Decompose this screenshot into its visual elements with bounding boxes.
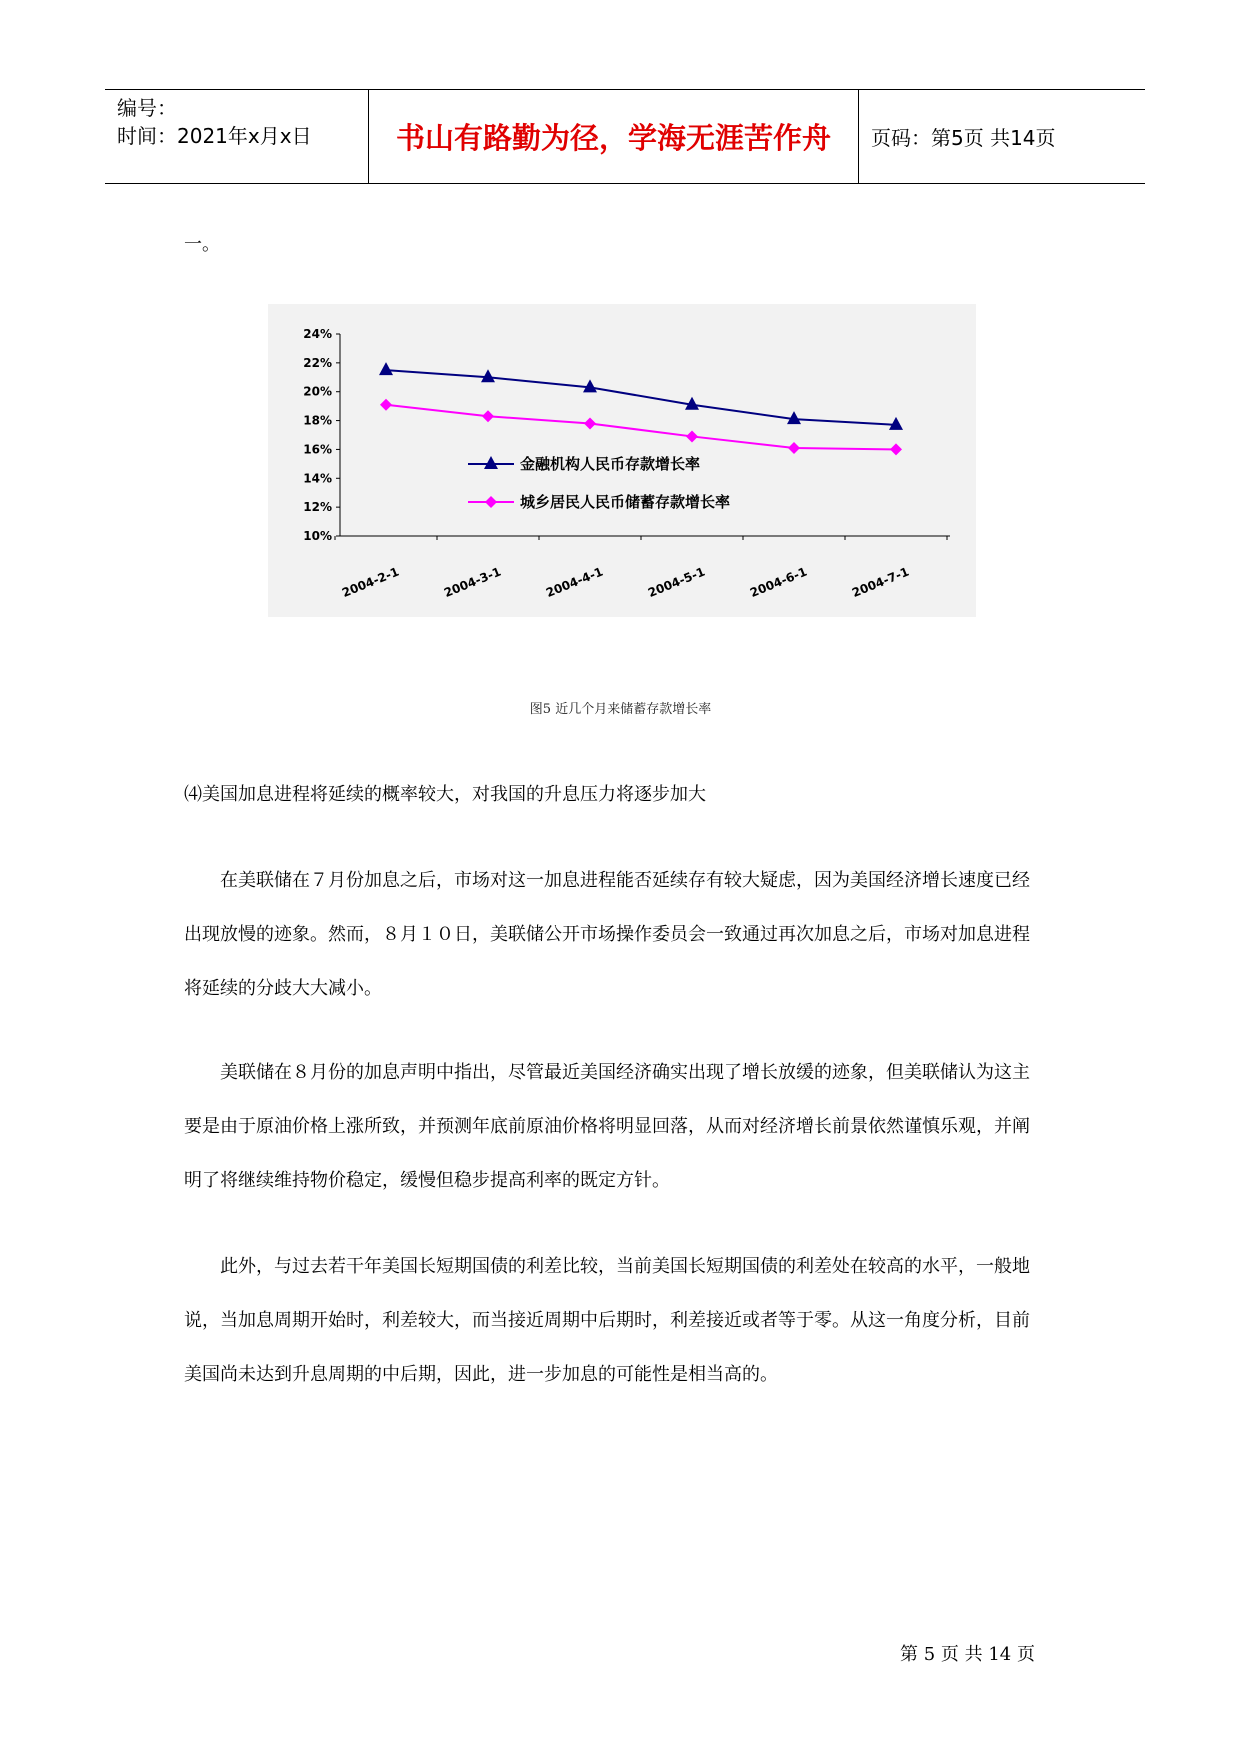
y-tick-label: 24% (303, 327, 332, 341)
y-tick-label: 18% (303, 413, 332, 428)
intro-fragment: 一。 (184, 234, 220, 255)
series-2-point (482, 410, 494, 422)
legend-marker-1 (484, 456, 498, 469)
paragraph-3-line-3: 美国尚未达到升息周期的中后期，因此，进一步加息的可能性是相当高的。 (184, 1364, 778, 1385)
x-tick-label: 2004-4-1 (544, 564, 605, 601)
x-tick-label: 2004-7-1 (850, 564, 911, 601)
legend-label-2: 城乡居民人民币储蓄存款增长率 (520, 493, 731, 511)
section-heading: ⑷美国加息进程将延续的概率较大，对我国的升息压力将逐步加大 (184, 784, 706, 805)
paragraph-2-line-2: 要是由于原油价格上涨所致，并预测年底前原油价格将明显回落，从而对经济增长前景依然谨慎乐观，并阐 (184, 1116, 1030, 1137)
page-footer: 第 5 页 共 14 页 (900, 1644, 1035, 1665)
series-2-point (584, 417, 596, 429)
x-tick-label: 2004-6-1 (748, 564, 809, 601)
y-tick-label: 12% (303, 500, 332, 515)
header-motto: 书山有路勤为径，学海无涯苦作舟 (369, 90, 859, 183)
paragraph-3-line-2: 说，当加息周期开始时，利差较大，而当接近周期中后期时，利差接近或者等于零。从这一角度分析，目前 (184, 1310, 1030, 1331)
header-left-cell (105, 90, 369, 183)
paragraph-2-line-1: 美联储在８月份的加息声明中指出，尽管最近美国经济确实出现了增长放缓的迹象，但美联储认为这主 (220, 1062, 1030, 1083)
paragraph-3-line-1: 此外，与过去若干年美国长短期国债的利差比较，当前美国长短期国债的利差处在较高的水平，一般地 (220, 1256, 1030, 1277)
series-2-point (890, 443, 902, 455)
legend-marker-2 (485, 496, 497, 508)
series-1-point (379, 362, 393, 375)
y-tick-label: 10% (303, 529, 332, 543)
paragraph-2-line-3: 明了将继续维持物价稳定，缓慢但稳步提高利率的既定方针。 (184, 1170, 670, 1191)
series-2-point (788, 442, 800, 454)
growth-rate-chart (268, 304, 976, 617)
header-table (105, 89, 1145, 184)
paragraph-1-line-1: 在美联储在７月份加息之后，市场对这一加息进程能否延续存有较大疑虑，因为美国经济增长速度已经 (220, 870, 1030, 891)
series-2-point (380, 399, 392, 411)
series-1-point (583, 379, 597, 392)
series-1-point (889, 417, 903, 430)
series-2-point (686, 430, 698, 442)
x-tick-label: 2004-2-1 (340, 564, 401, 601)
paragraph-1-line-2: 出现放慢的迹象。然而，８月１０日，美联储公开市场操作委员会一致通过再次加息之后，市场对加息进程 (184, 924, 1030, 945)
chart-legend (468, 455, 730, 511)
series-1-line (386, 370, 896, 425)
y-tick-label: 14% (303, 471, 332, 486)
document-number-label: 编号： (117, 96, 177, 120)
series-1-point (481, 369, 495, 382)
paragraph-1-line-3: 将延续的分歧大大减小。 (184, 978, 382, 999)
chart-svg (268, 304, 976, 617)
chart-lines (379, 362, 903, 455)
y-tick-label: 20% (303, 384, 332, 399)
legend-label-1: 金融机构人民币存款增长率 (520, 455, 701, 473)
header-page-label: 页码：第5页 共14页 (871, 126, 1056, 150)
figure-caption: 图5 近几个月来储蓄存款增长率 (529, 702, 712, 717)
x-tick-label: 2004-5-1 (646, 564, 707, 601)
x-tick-label: 2004-3-1 (442, 564, 503, 601)
series-2-line (386, 405, 896, 450)
document-time-label: 时间：2021年x月x日 (117, 124, 312, 148)
y-tick-label: 16% (303, 442, 332, 457)
y-tick-label: 22% (303, 355, 332, 370)
